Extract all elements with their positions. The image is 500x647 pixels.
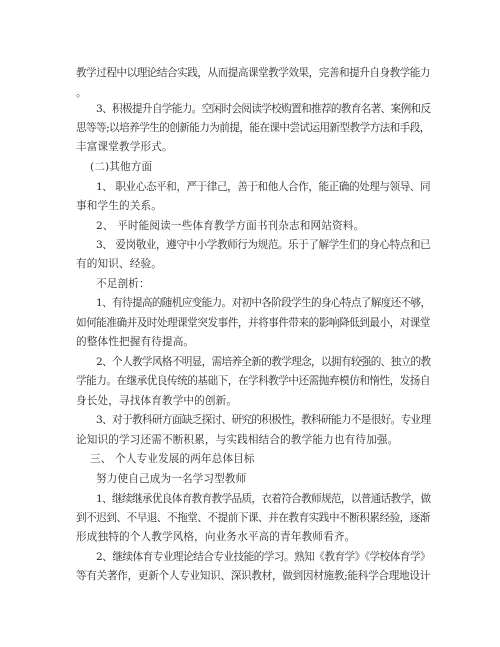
text-line: 身长处，寻找体育教学中的创新。 [76, 395, 238, 407]
text-line: 1、继续继承优良体育教育教学品质，衣着符合教师规范，以普通话教学，做 [96, 493, 431, 505]
text-line: 形成独特的个人教学风格，向业务水平高的青年教师看齐。 [76, 531, 356, 543]
text-line: 3、 爱岗敬业，遵守中小学教师行为规范。乐于了解学生们的身心特点和已 [96, 239, 431, 251]
text-line: 思等等;以培养学生的创新能力为前提，能在课中尝试运用新型教学方法和手段， [76, 122, 430, 134]
text-line: 的整体性把握有待提高。 [76, 336, 195, 348]
text-line: 2、继续体育专业理论结合专业技能的学习。熟知《教育学》《学校体育学》 [96, 551, 431, 563]
text-line: 1、 职业心态平和，严于律己，善于和他人合作，能正确的处理与领导、同 [96, 181, 431, 193]
text-line: 到不迟到、不早退、不拖堂、不提前下课、并在教育实践中不断积累经验，逐渐 [76, 512, 431, 524]
text-line: 3、对于教科研方面缺乏探讨、研究的积极性，教科研能力不是很好。专业理 [96, 414, 431, 426]
text-line: 如何能准确并及时处理课堂突发事件，并将事件带来的影响降低到最小，对课堂 [76, 317, 431, 329]
text-line: 1、有待提高的随机应变能力。对初中各阶段学生的身心特点了解度还不够， [96, 297, 431, 309]
text-line: 学能力。在继承优良传统的基础下，在学科教学中还需抛弃模仿和惰性，发扬自 [76, 375, 431, 387]
text-line: 努力使自己成为一名学习型教师 [96, 473, 247, 485]
text-line: 3、积极提升自学能力。空闲时会阅读学校购置和推荐的教育名著、案例和反 [96, 103, 431, 115]
text-line: 。 [76, 87, 87, 99]
text-line: 等有关著作，更新个人专业知识、深识教材，做到因材施教;能科学合理地设计 [76, 570, 431, 582]
text-line: 2、个人教学风格不明显，需培养全新的教学理念，以拥有较强的、独立的教 [96, 356, 431, 368]
section-heading: 三、 个人专业发展的两年总体目标 [90, 453, 255, 465]
text-line: 有的知识、经验。 [76, 258, 162, 270]
text-line: 教学过程中以理论结合实践，从而提高课堂教学效果，完善和提升自身教学能力 [76, 67, 431, 79]
section-heading: 不足剖析： [96, 278, 150, 290]
section-heading: (二)其他方面 [90, 161, 153, 173]
text-line: 事和学生的关系。 [76, 200, 162, 212]
text-line: 论知识的学习还需不断积累，与实践相结合的教学能力也有待加强。 [76, 434, 399, 446]
text-line: 丰富课堂教学形式。 [76, 141, 173, 153]
text-line: 2、 平时能阅读一些体育教学方面书刊杂志和网站资料。 [96, 220, 365, 232]
